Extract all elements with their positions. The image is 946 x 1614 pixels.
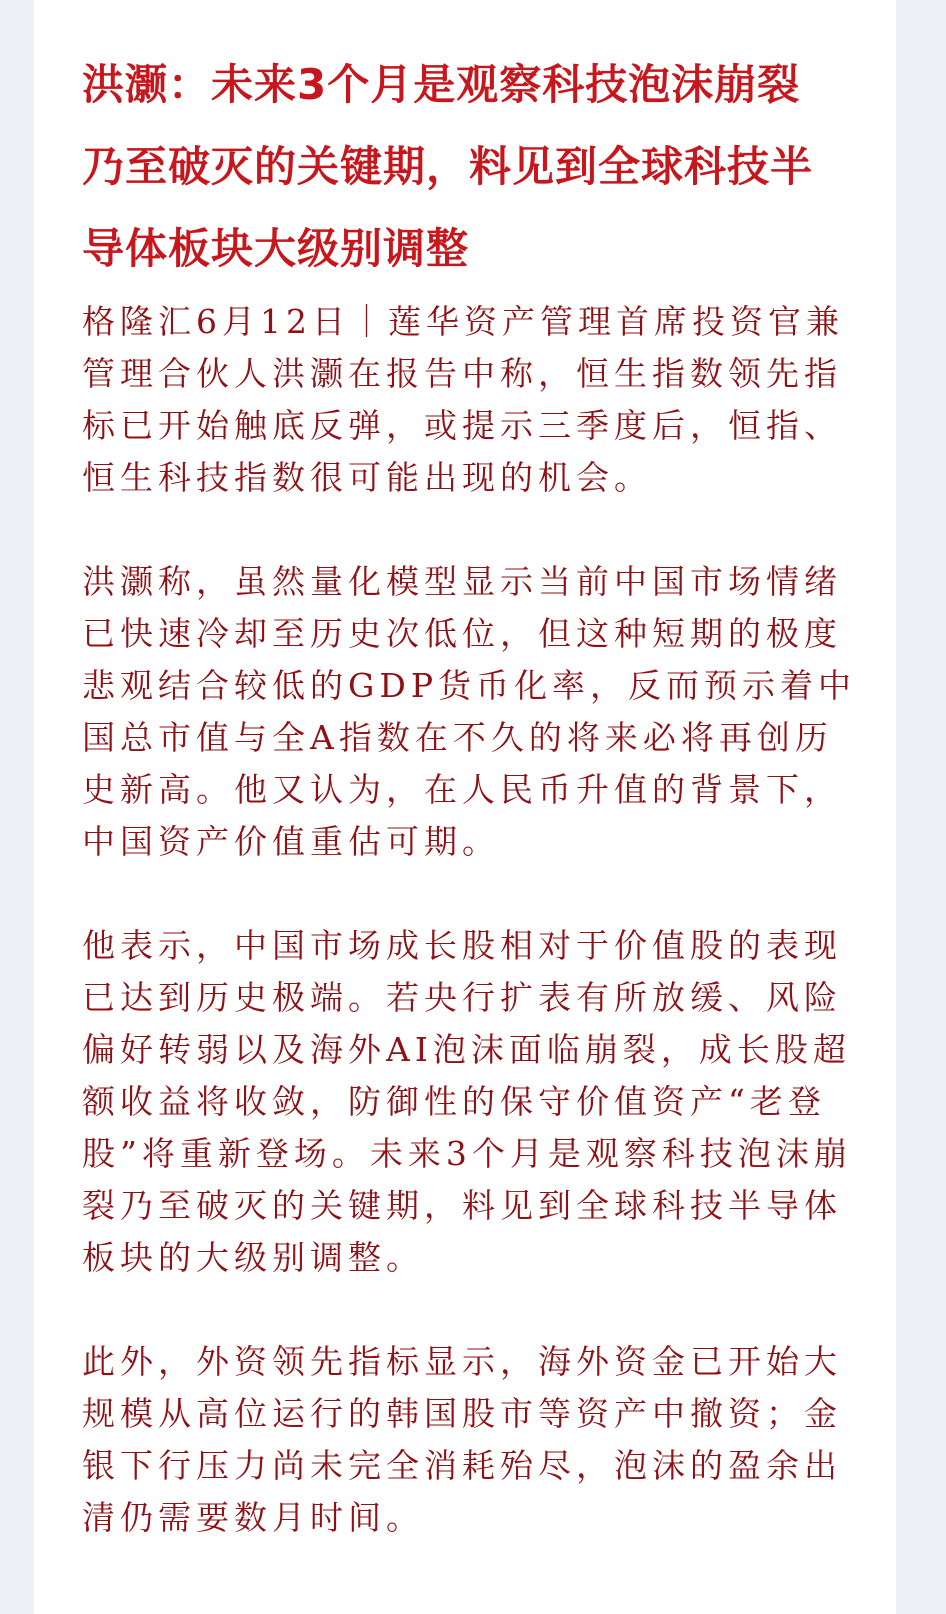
article-title: 洪灏：未来3个月是观察科技泡沫崩裂乃至破灭的关键期，料见到全球科技半导体板块大级别调整 [82, 60, 814, 273]
bottom-fade [34, 1590, 896, 1614]
paragraph-2: 洪灏称，虽然量化模型显示当前中国市场情绪已快速冷却至历史次低位，但这种短期的极度悲观结合较低的GDP货币化率，反而预示着中国总市值与全A指数在不久的将来必将再创历史新高。他又认为，在人民币升值的背景下，中国资产价值重估可期。 [82, 562, 857, 861]
paragraph-1: 格隆汇6月12日｜莲华资产管理首席投资官兼管理合伙人洪灏在报告中称，恒生指数领先指标已开始触底反弹，或提示三季度后，恒指、恒生科技指数很可能出现的机会。 [82, 302, 844, 497]
article-card [34, 0, 896, 1614]
paragraph-3: 他表示，中国市场成长股相对于价值股的表现已达到历史极端。若央行扩表有所放缓、风险偏好转弱以及海外AI泡沫面临崩裂，成长股超额收益将收敛，防御性的保守价值资产“老登股”将重新登场。未来3个月是观察科技泡沫崩裂乃至破灭的关键期，料见到全球科技半导体板块的大级别调整。 [82, 926, 852, 1277]
article-body [82, 296, 862, 1596]
paragraph-4: 此外，外资领先指标显示，海外资金已开始大规模从高位运行的韩国股市等资产中撤资；金银下行压力尚未完全消耗殆尽，泡沫的盈余出清仍需要数月时间。 [82, 1342, 842, 1537]
